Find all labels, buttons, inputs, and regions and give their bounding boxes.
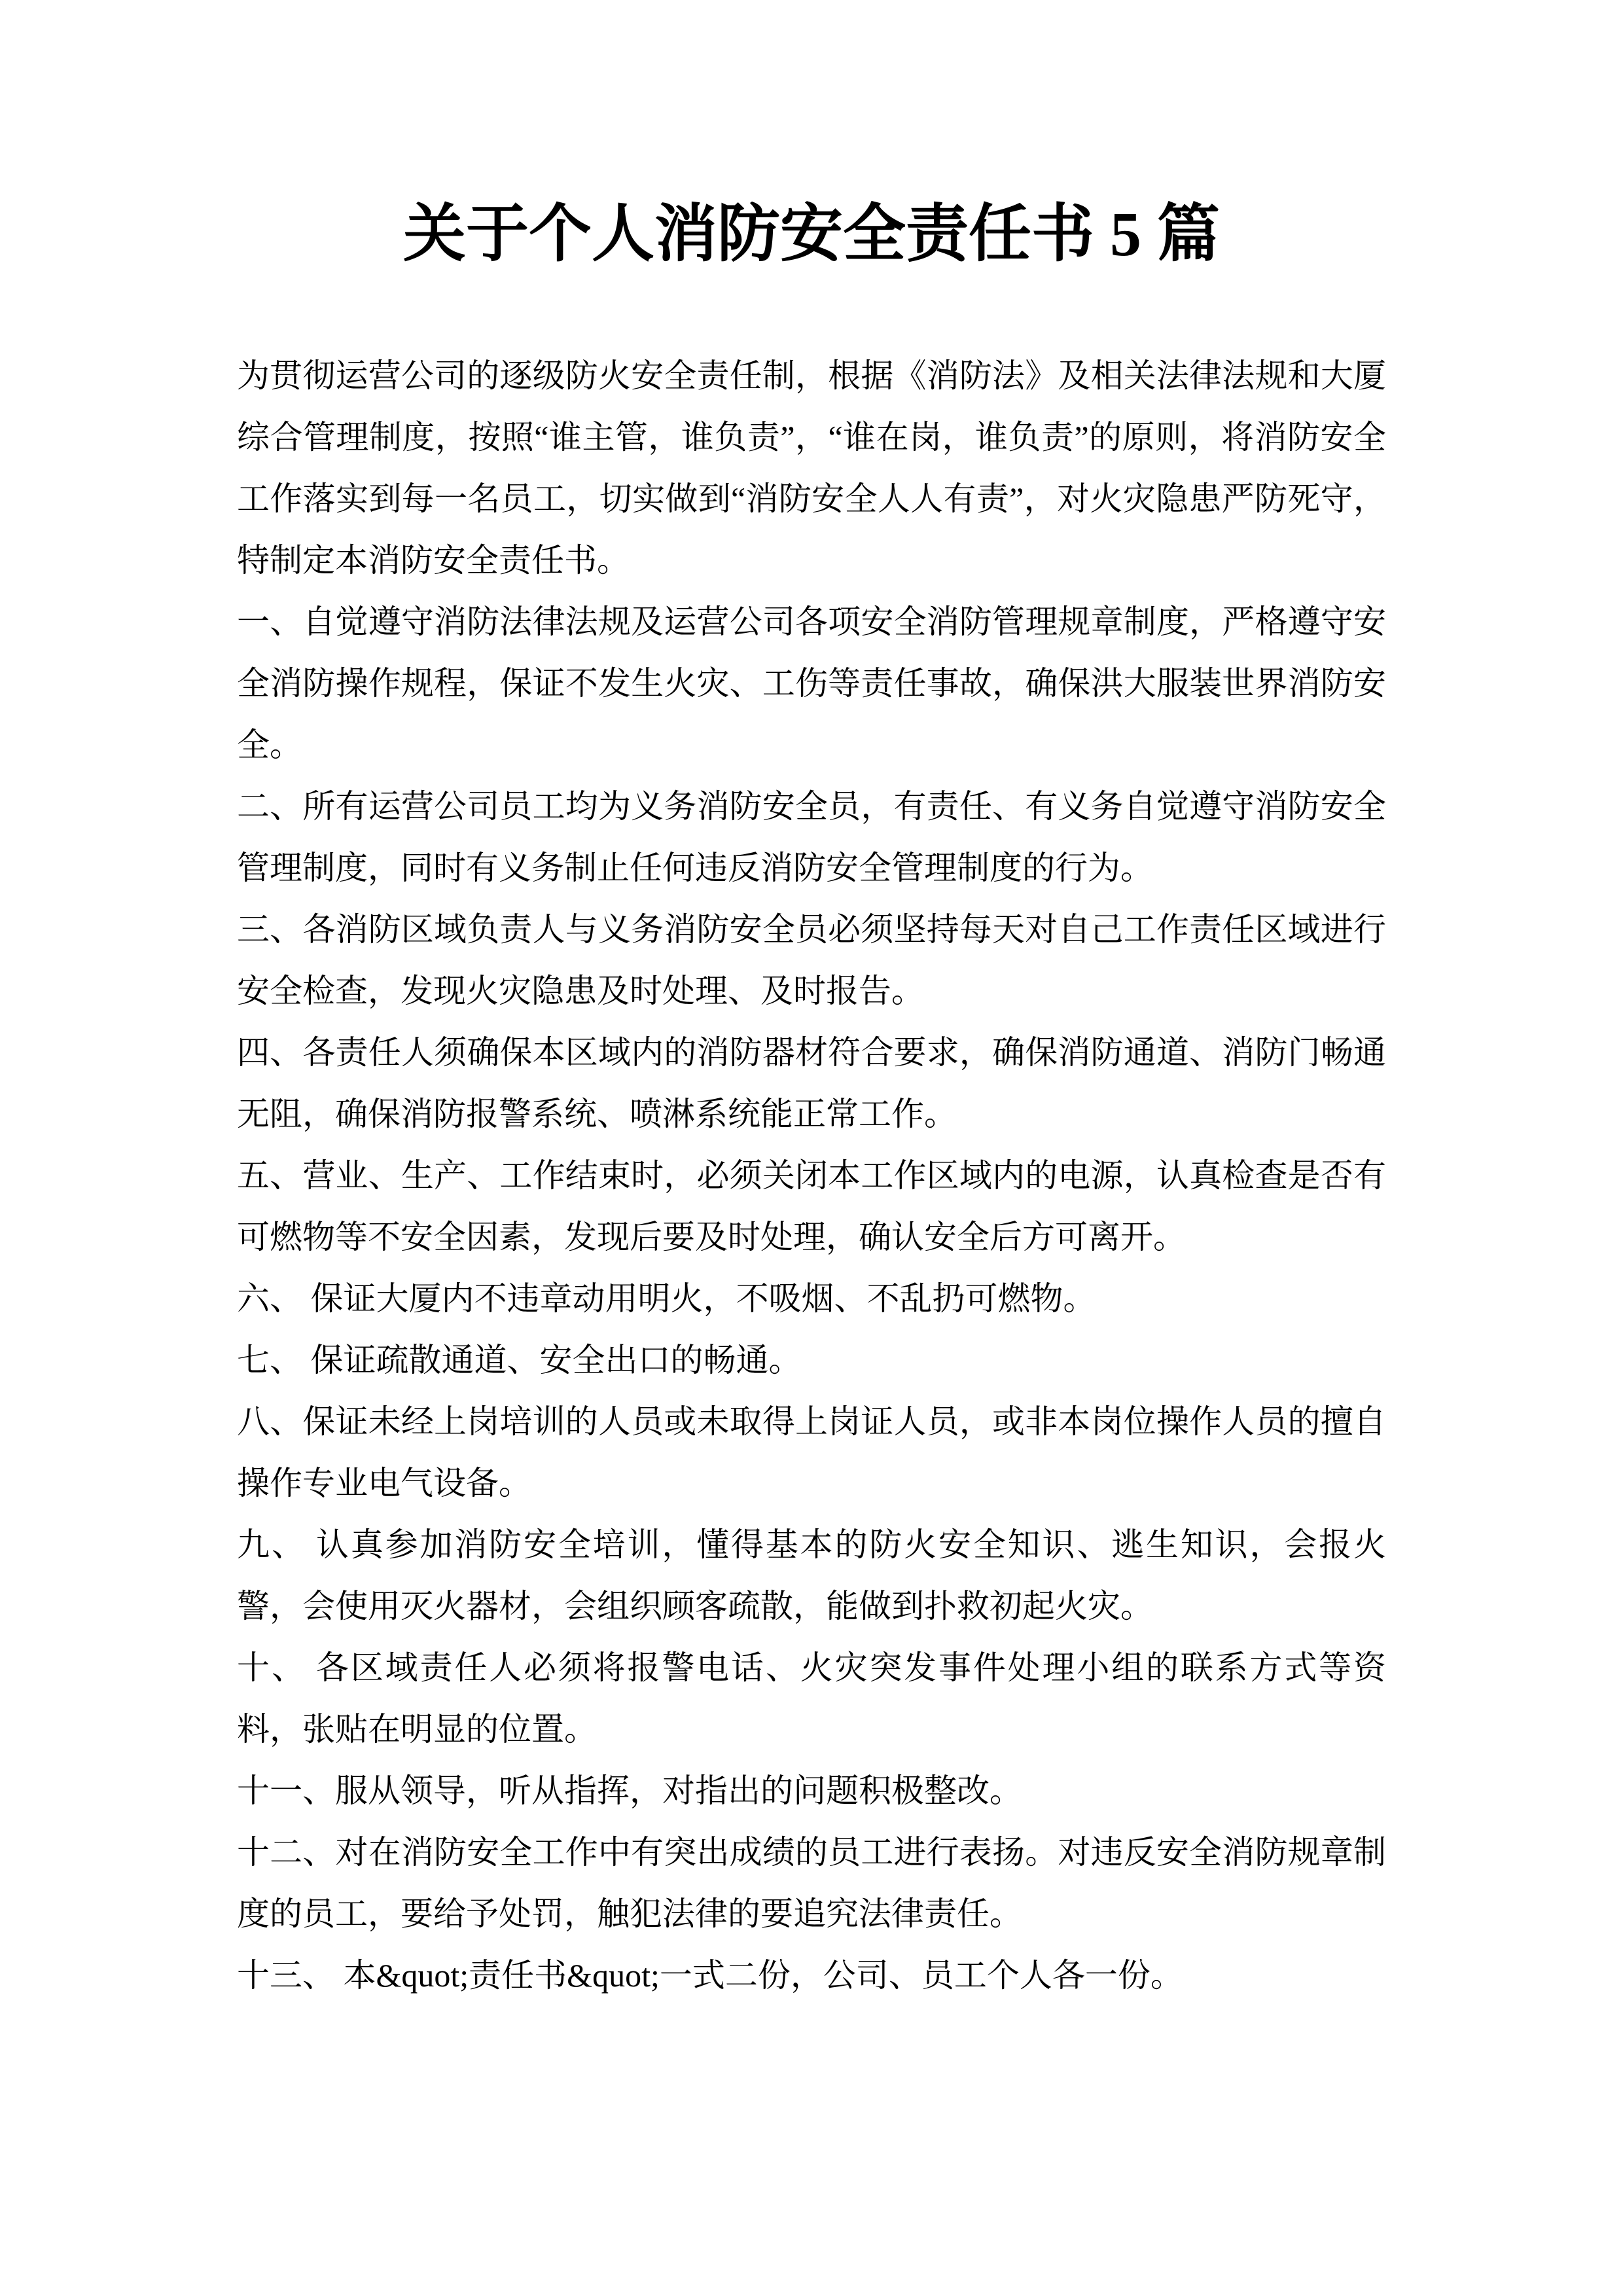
paragraph: 九、 认真参加消防安全培训，懂得基本的防火安全知识、逃生知识，会报火警，会使用灭火器材，会组织顾客疏散，能做到扑救初起火灾。 xyxy=(237,1526,1386,1624)
paragraph: 四、各责任人须确保本区域内的消防器材符合要求，确保消防通道、消防门畅通无阻，确保消防报警系统、喷淋系统能正常工作。 xyxy=(237,1034,1386,1132)
paragraph: 五、营业、生产、工作结束时，必须关闭本工作区域内的电源，认真检查是否有可燃物等不安全因素，发现后要及时处理，确认安全后方可离开。 xyxy=(237,1157,1386,1255)
paragraph: 七、 保证疏散通道、安全出口的畅通。 xyxy=(237,1342,802,1378)
paragraph: 十一、服从领导，听从指挥，对指出的问题积极整改。 xyxy=(237,1772,1022,1809)
paragraph: 八、保证未经上岗培训的人员或未取得上岗证人员，或非本岗位操作人员的擅自操作专业电气设备。 xyxy=(237,1403,1386,1501)
paragraph: 十三、 本&quot;责任书&quot;一式二份，公司、员工个人各一份。 xyxy=(237,1957,1183,1994)
paragraph: 一、自觉遵守消防法律法规及运营公司各项安全消防管理规章制度，严格遵守安全消防操作规程，保证不发生火灾、工伤等责任事故，确保洪大服装世界消防安全。 xyxy=(237,603,1386,763)
paragraph: 十二、对在消防安全工作中有突出成绩的员工进行表扬。对违反安全消防规章制度的员工，要给予处罚，触犯法律的要追究法律责任。 xyxy=(237,1834,1386,1932)
document-body xyxy=(237,345,1386,2006)
paragraph: 十、 各区域责任人必须将报警电话、火灾突发事件处理小组的联系方式等资料，张贴在明显的位置。 xyxy=(237,1649,1386,1748)
paragraph: 六、 保证大厦内不违章动用明火，不吸烟、不乱扔可燃物。 xyxy=(237,1280,1096,1317)
document-title: 关于个人消防安全责任书 5 篇 xyxy=(403,199,1220,269)
paragraph: 三、各消防区域负责人与义务消防安全员必须坚持每天对自己工作责任区域进行安全检查，发现火灾隐患及时处理、及时报告。 xyxy=(237,911,1386,1009)
paragraph: 为贯彻运营公司的逐级防火安全责任制，根据《消防法》及相关法律法规和大厦综合管理制度，按照“谁主管，谁负责”，“谁在岗，谁负责”的原则，将消防安全工作落实到每一名员工，切实做到“消防安全人人有责”，对火灾隐患严防死守，特制定本消防安全责任书。 xyxy=(237,357,1386,579)
paragraph: 二、所有运营公司员工均为义务消防安全员，有责任、有义务自觉遵守消防安全管理制度，同时有义务制止任何违反消防安全管理制度的行为。 xyxy=(237,788,1386,886)
